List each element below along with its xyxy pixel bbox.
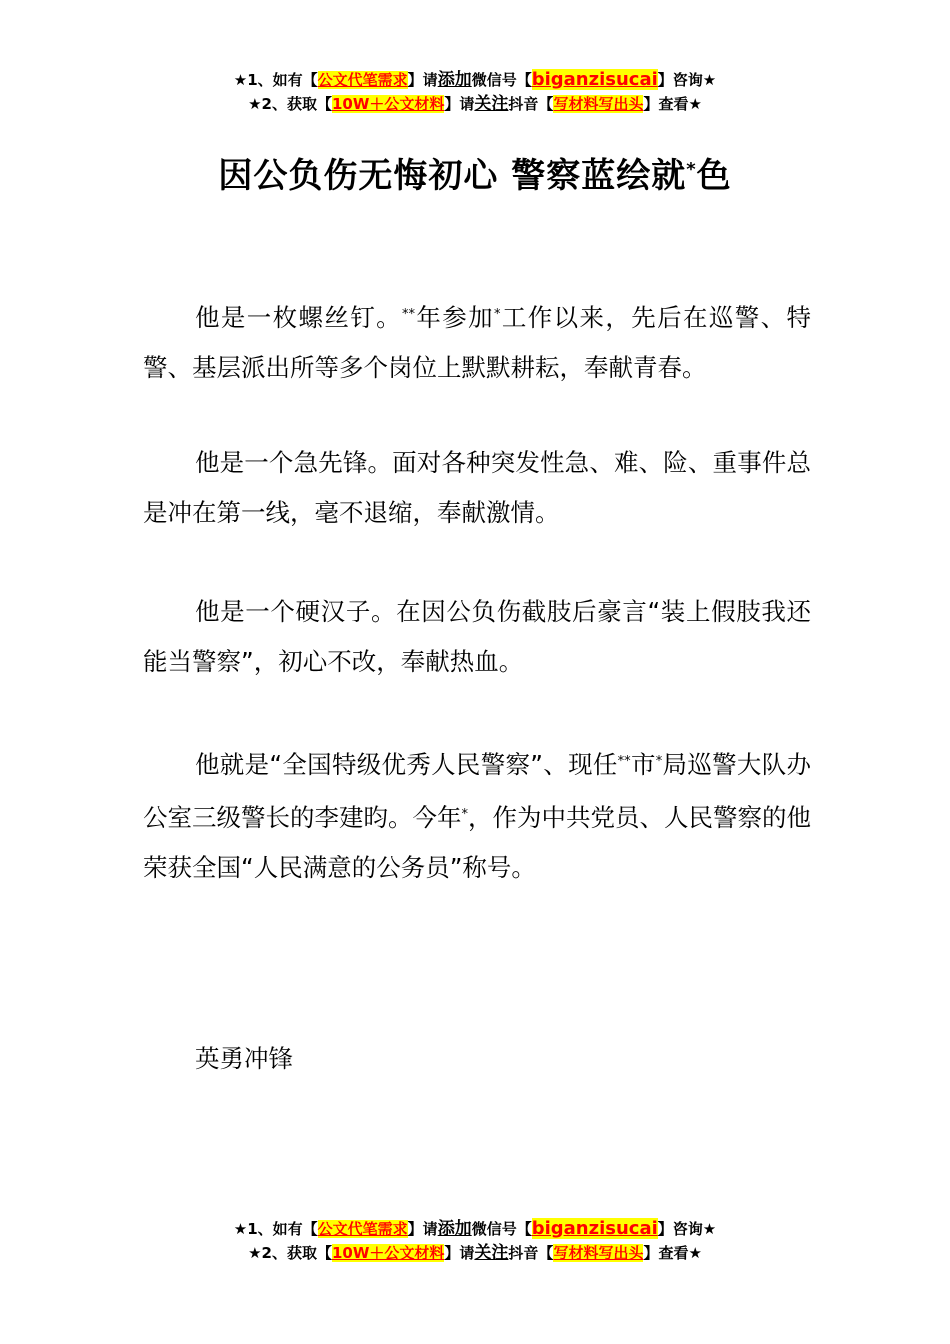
promo-emphasis: 关注 [474, 94, 509, 114]
promo-text: 】请 [444, 1244, 475, 1262]
promo-highlight: 写材料写出头 [553, 95, 644, 113]
promo-wechat-id: biganzisucai [531, 1218, 658, 1239]
promo-text: ★1、如有【 [233, 71, 318, 89]
promo-footer [0, 1217, 950, 1265]
document-title: 因公负伤无悔初心 警察蓝绘就*色 [218, 156, 732, 196]
paragraph-3: 他是一个硬汉子。在因公负伤截肢后豪言“装上假肢我还能当警察”，初心不改，奉献热血。 [143, 597, 811, 676]
promo-text: 】咨询★ [657, 71, 717, 89]
paragraph-1: 他是一枚螺丝钉。**年参加*工作以来，先后在巡警、特警、基层派出所等多个岗位上默默耕耘，奉献青春。 [143, 303, 811, 382]
promo-text: 】请 [407, 1220, 438, 1238]
promo-emphasis: 添加 [437, 70, 472, 90]
promo-text: 抖音【 [508, 95, 554, 113]
promo-highlight: 公文代笔需求 [317, 71, 408, 89]
promo-line-2 [0, 92, 950, 116]
promo-text: 】查看★ [643, 1244, 702, 1262]
promo-highlight: 10W＋公文材料 [331, 1244, 445, 1262]
promo-highlight: 10W＋公文材料 [331, 95, 445, 113]
promo-text: 】请 [407, 71, 438, 89]
promo-text: 】查看★ [643, 95, 702, 113]
promo-line-1 [0, 1217, 950, 1241]
promo-text: 】请 [444, 95, 475, 113]
promo-text: 微信号【 [471, 71, 532, 89]
paragraph-2: 他是一个急先锋。面对各种突发性急、难、险、重事件总是冲在第一线，毫不退缩，奉献激情。 [143, 448, 811, 527]
promo-text: 抖音【 [508, 1244, 554, 1262]
promo-text: 微信号【 [471, 1220, 532, 1238]
paragraph-4: 他就是“全国特级优秀人民警察”、现任**市*局巡警大队办公室三级警长的李建昀。今年*，作为中共党员、人民警察的他荣获全国“人民满意的公务员”称号。 [143, 750, 812, 882]
promo-text: ★2、获取【 [248, 95, 332, 113]
promo-wechat-id: biganzisucai [531, 69, 658, 90]
promo-highlight: 公文代笔需求 [317, 1220, 408, 1238]
promo-text: ★1、如有【 [233, 1220, 318, 1238]
section-heading: 英勇冲锋 [195, 1044, 293, 1073]
promo-text: 】咨询★ [657, 1220, 717, 1238]
promo-emphasis: 添加 [437, 1219, 472, 1239]
promo-highlight: 写材料写出头 [553, 1244, 644, 1262]
promo-line-2 [0, 1241, 950, 1265]
promo-header [0, 68, 950, 116]
promo-text: ★2、获取【 [248, 1244, 332, 1262]
promo-emphasis: 关注 [474, 1243, 509, 1263]
promo-line-1 [0, 68, 950, 92]
